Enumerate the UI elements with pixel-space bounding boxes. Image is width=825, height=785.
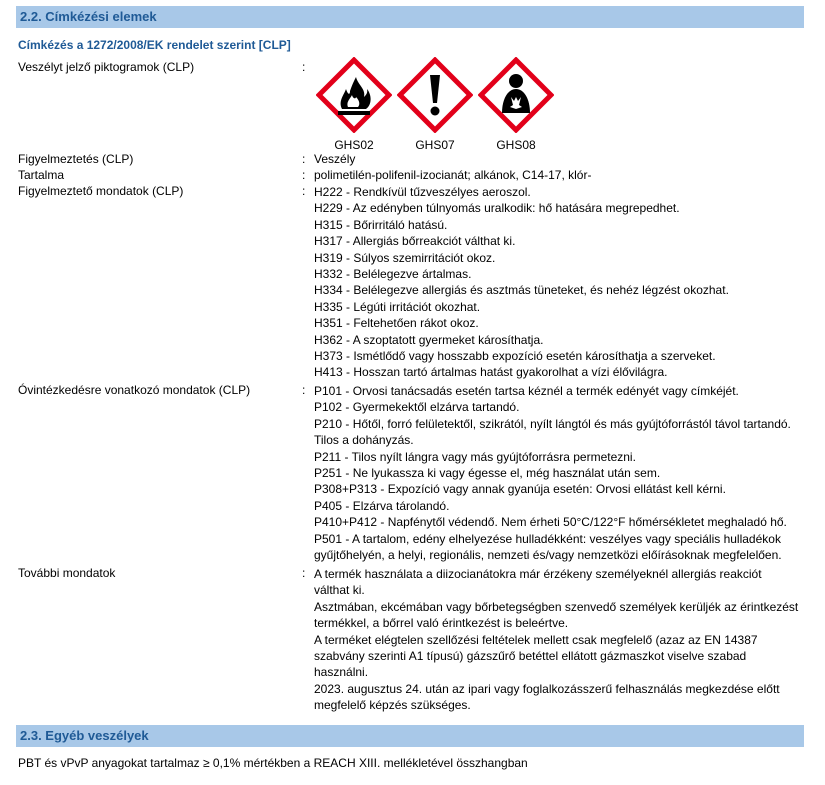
precautionary-statement: P210 - Hőtől, forró felületektől, szikrától, nyílt lángtól és más gyújtóforrástól távol tartandó. Tilos a dohányzás.: [314, 416, 791, 448]
precautionary-statement: P102 - Gyermekektől elzárva tartandó.: [314, 400, 520, 415]
hazard-statement: H362 - A szoptatott gyermeket károsíthatja.: [314, 332, 544, 347]
health-hazard-icon: [478, 57, 554, 133]
other-hazards-text: PBT és vPvP anyagokat tartalmaz ≥ 0,1% mértékben a REACH XIII. mellékletével összhangban: [18, 756, 528, 770]
section-heading-2-2: 2.2. Címkézési elemek: [16, 6, 804, 28]
further-statement: Asztmában, ekcémában vagy bőrbetegségben szenvedő személyek kerüljék az érintkezést termékkel, a bőrrel való érintkezést is beleértve.: [314, 599, 799, 631]
colon: :: [302, 60, 306, 74]
pictogram-ghs02: [316, 57, 392, 152]
precautionary-statements-list: [314, 383, 800, 563]
hazard-statement: H335 - Légúti irritációt okozhat.: [314, 299, 481, 314]
precautionary-statement: P410+P412 - Napfénytől védendő. Nem érheti 50°C/122°F hőmérsékletet meghaladó hő.: [314, 515, 787, 530]
hazard-statement: H229 - Az edényben túlnyomás uralkodik: hő hatására megrepedhet.: [314, 201, 680, 216]
hazard-statement: H351 - Feltehetően rákot okoz.: [314, 316, 479, 331]
section-heading-2-3: 2.3. Egyéb veszélyek: [16, 725, 804, 747]
further-statements-list: [314, 566, 800, 714]
signal-word-value: Veszély: [314, 152, 356, 166]
contents-label: Tartalma: [18, 168, 65, 182]
signal-word-label: Figyelmeztetés (CLP): [18, 152, 134, 166]
clp-subheading: Címkézés a 1272/2008/EK rendelet szerint [CLP]: [18, 38, 291, 52]
precautionary-statement: P308+P313 - Expozíció vagy annak gyanúja esetén: Orvosi ellátást kell kérni.: [314, 482, 726, 497]
flame-icon: [316, 57, 392, 133]
hazard-statement: H319 - Súlyos szemirritációt okoz.: [314, 250, 496, 265]
precautionary-statement: P251 - Ne lyukassza ki vagy égesse el, még használat után sem.: [314, 466, 661, 481]
hazard-statement: H373 - Ismétlődő vagy hosszabb expozíció esetén károsíthatja a szerveket.: [314, 349, 716, 364]
pictogram-code: GHS08: [496, 138, 536, 152]
pictogram-code: GHS02: [334, 138, 374, 152]
hazard-statement: H334 - Belélegezve allergiás és asztmás tüneteket, és nehéz légzést okozhat.: [314, 283, 729, 298]
pictogram-code: GHS07: [415, 138, 455, 152]
colon: :: [302, 168, 306, 182]
precautionary-statements-label: Óvintézkedésre vonatkozó mondatok (CLP): [18, 383, 251, 397]
exclamation-icon: [397, 57, 473, 133]
precautionary-statement: P501 - A tartalom, edény elhelyezése hulladékként: veszélyes vagy speciális hulladékok gyűjtőhelyén, a helyi, regionális, nemzeti és/vagy nemzetközi előírásoknak megfelelően.: [314, 531, 782, 563]
further-statements-label: További mondatok: [18, 566, 116, 580]
precautionary-statement: P101 - Orvosi tanácsadás esetén tartsa kéznél a termék edényét vagy címkéjét.: [314, 384, 739, 398]
precautionary-statement: P211 - Tilos nyílt lángra vagy más gyújtóforrásra permetezni.: [314, 449, 636, 464]
pictograms-label: Veszélyt jelző piktogramok (CLP): [18, 60, 195, 74]
further-statement: A termék használata a diizocianátokra már érzékeny személyeknél allergiás reakciót válthat ki.: [314, 567, 762, 598]
precautionary-statement: P405 - Elzárva tárolandó.: [314, 498, 450, 513]
colon: :: [302, 184, 306, 198]
further-statement: A terméket elégtelen szellőzési feltételek mellett csak megfelelő (azaz az EN 14387 szabvány szerinti A1 típusú) gázszűrő betéttel ellátott gázmaszkot viselve szabad használni.: [314, 632, 758, 680]
hazard-statement: H413 - Hosszan tartó ártalmas hatást gyakorolhat a vízi élővilágra.: [314, 365, 668, 380]
pictogram-ghs07: [397, 57, 473, 152]
hazard-statement: H332 - Belélegezve ártalmas.: [314, 267, 472, 282]
pictogram-ghs08: [478, 57, 554, 152]
contents-value: polimetilén-polifenil-izocianát; alkánok, C14-17, klór-: [314, 168, 592, 182]
hazard-statements-list: [314, 184, 800, 381]
hazard-statements-label: Figyelmeztető mondatok (CLP): [18, 184, 184, 198]
hazard-statement: H317 - Allergiás bőrreakciót válthat ki.: [314, 234, 516, 249]
colon: :: [302, 152, 306, 166]
hazard-statement: H315 - Bőrirritáló hatású.: [314, 217, 448, 232]
hazard-statement: H222 - Rendkívül tűzveszélyes aeroszol.: [314, 185, 531, 199]
colon: :: [302, 383, 306, 397]
further-statement: 2023. augusztus 24. után az ipari vagy foglalkozásszerű felhasználás megkezdése előtt megfelelő képzés szükséges.: [314, 681, 780, 713]
colon: :: [302, 566, 306, 580]
